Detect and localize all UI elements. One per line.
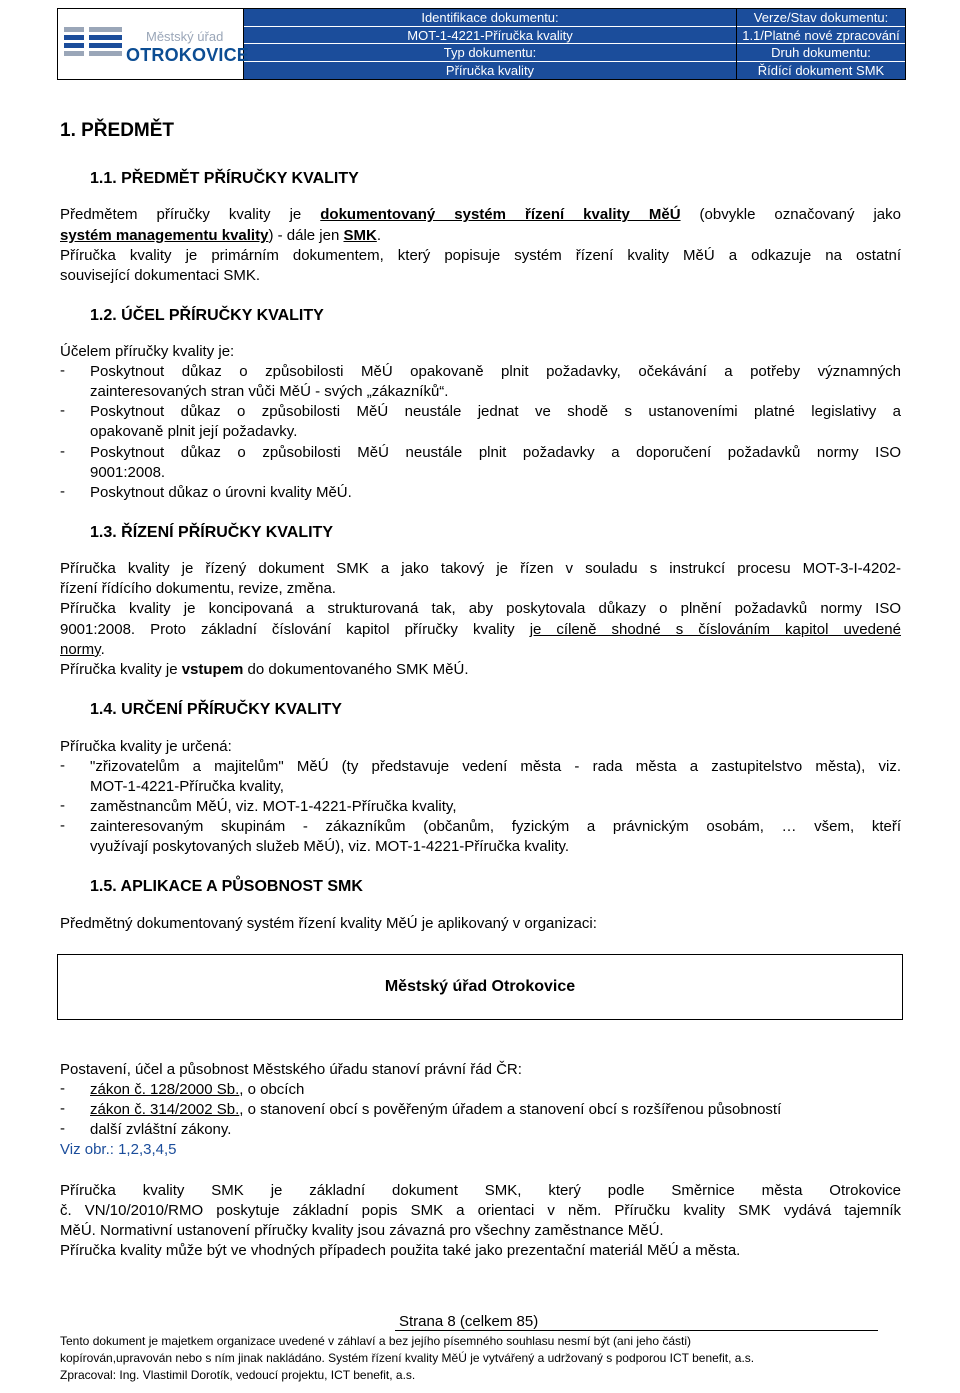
list-item: Poskytnout důkaz o způsobilosti MěÚ opakovaně plnit požadavky, očekávání a potřeby významných xyxy=(90,363,901,380)
paragraph-line: Příručka kvality je určená: xyxy=(60,738,232,755)
paragraph-line: řízení řídícího dokumentu, revize, změna. xyxy=(60,580,336,597)
list-item: Poskytnout důkaz o způsobilosti MěÚ neustále plnit požadavky a doporučení požadavků normy ISO xyxy=(90,444,901,461)
paragraph-line: Příručka kvality je primárním dokumentem, který popisuje systém řízení kvality MěÚ a odkazuje na ostatní xyxy=(60,247,901,264)
logo-text-line1: Městský úřad xyxy=(146,29,224,44)
list-dash: - xyxy=(60,797,65,814)
type-label: Typ dokumentu: xyxy=(244,44,736,62)
paragraph-line: normy. xyxy=(60,641,105,658)
list-dash: - xyxy=(60,1120,65,1137)
paragraph-line: Příručka kvality je vstupem do dokumentovaného SMK MěÚ. xyxy=(60,661,469,678)
paragraph-line: 9001:2008. Proto základní číslování kapitol příručky kvality je cíleně shodné s číslováním kapitol uvedené xyxy=(60,621,901,638)
list-item: opakovaně plnit její požadavky. xyxy=(90,423,298,440)
version-value: 1.1/Platné nové zpracování xyxy=(737,27,905,45)
paragraph-line: Předmětný dokumentovaný systém řízení kvality MěÚ je aplikovaný v organizaci: xyxy=(60,915,597,932)
footer-line: kopírován,upravován nebo s ním jinak nakládáno. Systém řízení kvality MěÚ je vytvářený a udržovaný s podporou ICT benefit, a.s. xyxy=(60,1351,755,1365)
header-version xyxy=(737,9,905,79)
list-item: MOT-1-4221-Příručka kvality, xyxy=(90,778,284,795)
chapter-title: 1. PŘEDMĚT xyxy=(60,120,175,141)
city-logo-icon xyxy=(64,25,122,61)
footer-divider xyxy=(395,1330,878,1331)
type-value: Příručka kvality xyxy=(244,62,736,80)
section-heading-1-4: 1.4. URČENÍ PŘÍRUČKY KVALITY xyxy=(90,701,342,718)
law-link[interactable]: zákon č. 314/2002 Sb. xyxy=(90,1101,240,1118)
paragraph-line: MěÚ. Normativní ustanovení příručky kvality jsou závazná pro všechny zaměstnance MěÚ. xyxy=(60,1222,664,1239)
header-identification xyxy=(244,9,737,79)
kind-label: Druh dokumentu: xyxy=(737,44,905,62)
law-link[interactable]: zákon č. 128/2000 Sb. xyxy=(90,1081,240,1098)
section-heading-1-3: 1.3. ŘÍZENÍ PŘÍRUČKY KVALITY xyxy=(90,524,333,541)
list-dash: - xyxy=(60,817,65,834)
id-value: MOT-1-4221-Příručka kvality xyxy=(244,27,736,45)
logo-text-line2: OTROKOVICE xyxy=(126,45,250,65)
page-number: Strana 8 (celkem 85) xyxy=(399,1313,539,1330)
paragraph-line: Příručka kvality SMK je základní dokument SMK, který podle Směrnice města Otrokovice xyxy=(60,1182,901,1199)
paragraph-line: Příručka kvality je řízený dokument SMK a jako takový je řízen v souladu s instrukcí procesu MOT-3-I-4202- xyxy=(60,560,901,577)
list-dash: - xyxy=(60,402,65,419)
section-heading-1-2: 1.2. ÚČEL PŘÍRUČKY KVALITY xyxy=(90,307,324,324)
paragraph-line: související dokumentaci SMK. xyxy=(60,267,261,284)
list-item: zákon č. 314/2002 Sb., o stanovení obcí s pověřeným úřadem a stanovení obcí s rozšířenou působností xyxy=(90,1101,782,1118)
logo xyxy=(58,9,250,79)
section-heading-1-1: 1.1. PŘEDMĚT PŘÍRUČKY KVALITY xyxy=(90,170,359,187)
paragraph-line: Účelem příručky kvality je: xyxy=(60,343,235,360)
paragraph-line: systém managementu kvality) - dále jen SMK. xyxy=(60,227,381,244)
list-dash: - xyxy=(60,1100,65,1117)
paragraph-line: č. VN/10/2010/RMO poskytuje základní popis SMK a orientaci v něm. Příručku kvality SMK vydává tajemník xyxy=(60,1202,901,1219)
list-dash: - xyxy=(60,362,65,379)
list-item: Poskytnout důkaz o způsobilosti MěÚ neustále jednat ve shodě s ustanoveními platné legislativy a xyxy=(90,403,901,420)
list-dash: - xyxy=(60,443,65,460)
paragraph-line: Postavení, účel a působnost Městského úřadu stanoví právní řád ČR: xyxy=(60,1061,522,1078)
list-item: zaměstnancům MěÚ, viz. MOT-1-4221-Příručka kvality, xyxy=(90,798,457,815)
list-dash: - xyxy=(60,757,65,774)
list-item: "zřizovatelům a majitelům" MěÚ (ty představuje vedení města - rada města a zastupitelstvo města), viz. xyxy=(90,758,901,775)
list-item: 9001:2008. xyxy=(90,464,166,481)
figure-reference: Viz obr.: 1,2,3,4,5 xyxy=(60,1141,177,1158)
paragraph-line: Příručka kvality je koncipovaná a strukturovaná tak, aby poskytovala důkazy o plnění požadavků normy ISO xyxy=(60,600,901,617)
list-item: další zvláštní zákony. xyxy=(90,1121,232,1138)
list-item: zainteresovaným skupinám - zákazníkům (občanům, fyzickým a právnickým osobám, … všem, kteří xyxy=(90,818,901,835)
list-item: zákon č. 128/2000 Sb., o obcích xyxy=(90,1081,305,1098)
list-dash: - xyxy=(60,1080,65,1097)
footer-line: Tento dokument je majetkem organizace uvedené v záhlaví a bez jejího písemného souhlasu nesmí být (ani jeho části) xyxy=(60,1334,692,1348)
version-label: Verze/Stav dokumentu: xyxy=(737,9,905,27)
list-item: Poskytnout důkaz o úrovni kvality MěÚ. xyxy=(90,484,352,501)
footer-line: Zpracoval: Ing. Vlastimil Dorotík, vedoucí projektu, ICT benefit, a.s. xyxy=(60,1368,416,1382)
organization-box: Městský úřad Otrokovice xyxy=(57,954,903,1020)
id-label: Identifikace dokumentu: xyxy=(244,9,736,27)
paragraph-line: Příručka kvality může být ve vhodných případech použita také jako prezentační materiál MěÚ a města. xyxy=(60,1242,741,1259)
list-item: zainteresovaných stran vůči MěÚ - svých „zákazníků“. xyxy=(90,383,449,400)
list-item: využívají poskytovaných služeb MěÚ), viz. MOT-1-4221-Příručka kvality. xyxy=(90,838,570,855)
list-dash: - xyxy=(60,483,65,500)
section-heading-1-5: 1.5. APLIKACE A PŮSOBNOST SMK xyxy=(90,878,363,895)
document-header xyxy=(57,8,906,80)
kind-value: Řídící dokument SMK xyxy=(737,62,905,80)
paragraph-line: Předmětem příručky kvality je dokumentovaný systém řízení kvality MěÚ (obvykle označovaný jako xyxy=(60,206,901,223)
